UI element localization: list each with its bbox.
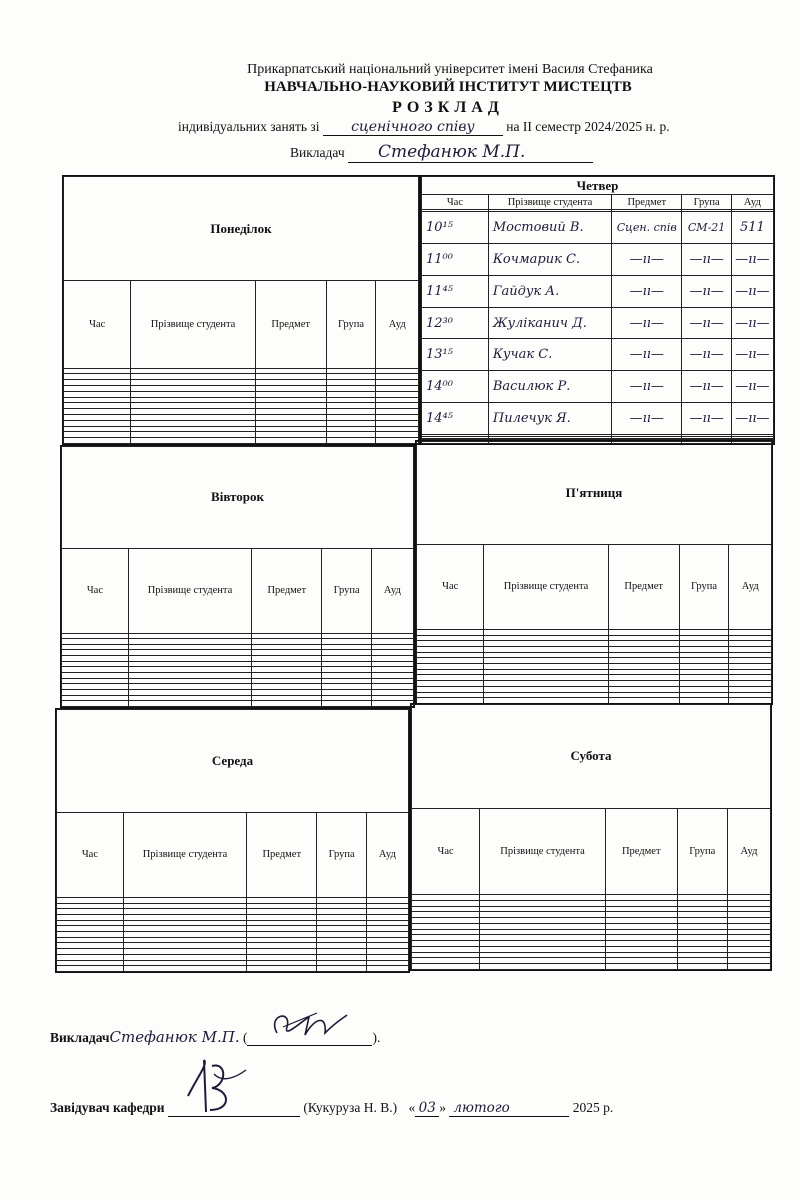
cell-time: 14⁴⁵ [422,403,489,435]
teacher-handwritten: Стефанюк М.П. [348,142,593,163]
cell-room: —ıı— [731,307,773,339]
cell-group: —ıı— [682,307,731,339]
col-group: Група [679,544,729,629]
cell-group: —ıı— [682,403,731,435]
empty-cell [326,438,376,444]
monday-table [63,176,419,444]
individual-prefix: індивідуальних занять зі [178,119,320,134]
cell-student: Пилечук Я. [488,403,611,435]
col-group: Група [322,548,371,633]
university-name: Прикарпатський національний університет імені Василя Стефаника [247,62,653,77]
paren-open: ( [242,1030,248,1045]
cell-group: —ıı— [682,243,731,275]
cell-group: СМ-21 [682,211,731,243]
date-day: 03 [415,1100,439,1117]
col-subject: Предмет [605,808,677,894]
empty-cell [677,964,727,970]
tuesday-table [61,446,414,707]
empty-cell [62,701,129,707]
col-group: Група [326,281,376,368]
paren-close: ). [372,1030,381,1045]
empty-cell [255,438,326,444]
empty-cell [727,964,770,970]
cell-group: —ıı— [682,275,731,307]
thursday-table [421,176,774,444]
day-title-friday: П'ятниця [417,442,772,545]
document-title: РОЗКЛАД [392,99,504,116]
cell-subject: —ıı— [612,275,682,307]
saturday-block [410,703,772,971]
cell-group: —ıı— [682,339,731,371]
cell-room: —ıı— [731,403,773,435]
teacher-label: Викладач [290,145,345,160]
table-row [422,371,774,403]
monday-block [62,175,420,445]
wednesday-block [55,708,410,973]
col-student: Прізвище студента [131,281,255,368]
cell-room: —ıı— [731,243,773,275]
head-label: Завідувач кафедри [50,1100,165,1115]
col-time: Час [57,812,124,897]
cell-room: 511 [731,211,773,243]
col-student: Прізвище студента [488,195,611,210]
empty-cell [247,966,317,972]
col-student: Прізвище студента [128,548,251,633]
col-subject: Предмет [247,812,317,897]
cell-student: Мостовий В. [488,211,611,243]
col-subject: Предмет [612,195,682,210]
day-title-saturday: Субота [412,705,771,809]
head-signature [168,1100,300,1117]
col-time: Час [412,808,480,894]
day-title-wednesday: Середа [57,710,409,813]
col-room: Ауд [376,281,419,368]
head-signature-line [50,1100,613,1117]
cell-subject: Сцен. спів [612,211,682,243]
cell-student: Кочмарик С. [488,243,611,275]
col-room: Ауд [371,548,413,633]
cell-student: Жуліканич Д. [488,307,611,339]
cell-subject: —ıı— [612,371,682,403]
cell-student: Василюк Р. [488,371,611,403]
empty-cell [317,966,366,972]
date-year: 2025 р. [572,1100,614,1115]
day-title-thursday: Четвер [422,177,774,195]
col-room: Ауд [727,808,770,894]
empty-cell [64,438,131,444]
teacher-signature [247,1025,372,1046]
cell-subject: —ıı— [612,339,682,371]
cell-student: Гайдук А. [488,275,611,307]
cell-time: 13¹⁵ [422,339,489,371]
empty-cell [412,964,480,970]
footer-teacher-label: Викладач [50,1030,110,1045]
col-subject: Предмет [252,548,322,633]
institute-name: НАВЧАЛЬНО-НАУКОВИЙ ІНСТИТУТ МИСТЕЦТВ [264,79,632,95]
empty-cell [123,966,246,972]
col-student: Прізвище студента [123,812,246,897]
col-group: Група [317,812,366,897]
signature-scribble [247,1007,372,1041]
col-room: Ауд [366,812,408,897]
empty-cell [605,964,677,970]
table-row [422,339,774,371]
table-row [422,243,774,275]
col-subject: Предмет [608,544,679,629]
friday-block [415,440,773,705]
cell-time: 10¹⁵ [422,211,489,243]
table-row [57,966,409,972]
date-month: лютого [449,1100,569,1117]
teacher-signature-line [50,1025,380,1046]
empty-cell [252,701,322,707]
wednesday-table [56,709,409,972]
table-row [422,403,774,435]
empty-cell [128,701,251,707]
col-time: Час [62,548,129,633]
subject-line [178,119,670,136]
col-group: Група [682,195,731,210]
empty-cell [322,701,371,707]
col-subject: Предмет [255,281,326,368]
saturday-table [411,704,771,970]
col-student: Прізвище студента [480,808,606,894]
day-title-tuesday: Вівторок [62,447,414,549]
table-row [62,701,414,707]
head-signature-scribble [168,1056,300,1116]
empty-cell [376,438,419,444]
date-quote-open: « [408,1100,416,1115]
table-row [422,307,774,339]
cell-room: —ıı— [731,371,773,403]
footer-teacher-handwritten: Стефанюк М.П. [109,1028,240,1046]
friday-table [416,441,772,704]
cell-group: —ıı— [682,371,731,403]
empty-cell [480,964,606,970]
day-title-monday: Понеділок [64,177,419,281]
cell-time: 11⁰⁰ [422,243,489,275]
table-row [422,275,774,307]
col-group: Група [677,808,727,894]
table-row [412,964,771,970]
empty-cell [57,966,124,972]
head-name: (Кукуруза Н. В.) [303,1100,398,1115]
subject-handwritten: сценічного співу [323,119,503,136]
table-row [64,438,419,444]
date-quote-close: » [439,1100,446,1115]
cell-time: 12³⁰ [422,307,489,339]
col-room: Ауд [731,195,773,210]
empty-cell [371,701,413,707]
cell-time: 11⁴⁵ [422,275,489,307]
col-time: Час [422,195,489,210]
teacher-line [290,142,593,163]
col-student: Прізвище студента [484,544,608,629]
empty-cell [366,966,408,972]
cell-subject: —ıı— [612,243,682,275]
cell-subject: —ıı— [612,403,682,435]
cell-subject: —ıı— [612,307,682,339]
cell-room: —ıı— [731,339,773,371]
cell-room: —ıı— [731,275,773,307]
col-time: Час [64,281,131,368]
empty-cell [131,438,255,444]
col-time: Час [417,544,484,629]
semester-text: на II семестр 2024/2025 н. р. [506,119,670,134]
col-room: Ауд [729,544,772,629]
tuesday-block [60,445,415,708]
thursday-block [420,175,775,445]
cell-time: 14⁰⁰ [422,371,489,403]
cell-student: Кучак С. [488,339,611,371]
table-row [422,211,774,243]
